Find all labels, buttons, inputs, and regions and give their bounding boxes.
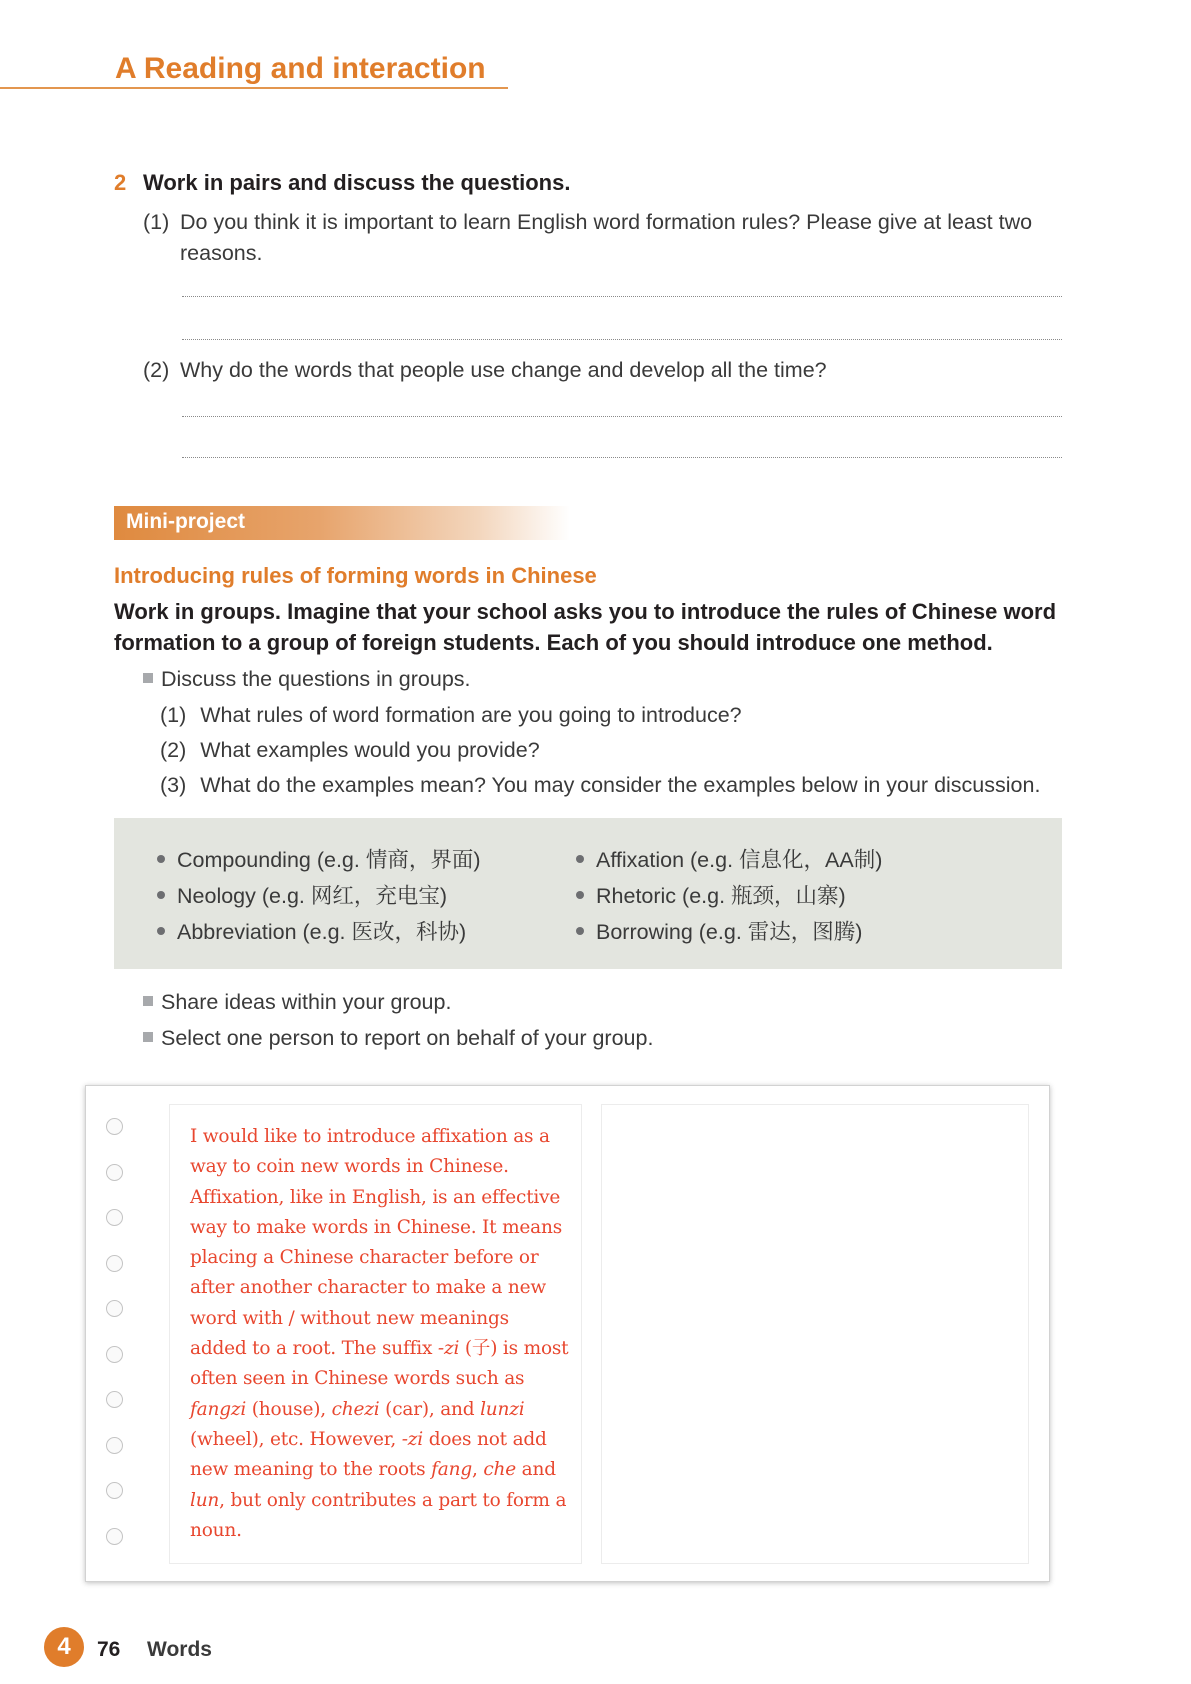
question-num: (1) (160, 703, 187, 727)
discussion-question (160, 738, 540, 763)
square-bullet-icon (143, 996, 153, 1006)
sub-question-number: (2) (143, 358, 170, 382)
sub-question-number: (1) (143, 210, 170, 234)
mini-project-subtitle: Introducing rules of forming words in Chinese (114, 563, 597, 588)
question-text: What rules of word formation are you going to introduce? (200, 703, 742, 727)
task-text: Select one person to report on behalf of your group. (161, 1026, 654, 1050)
sample-answer-text: I would like to introduce affixation as a way to coin new words in Chinese. Affixation, like in English, is an effective way to make words in Chinese. It means placing a Chinese character before or after another character to make a new word with / without new meanings added to a root. The suffix -zi (子) is most often seen in Chinese words such as fangzi (house), chezi (car), and lunzi (wheel), etc. However, -zi does not add new meaning to the roots fang, che and lun, but only contributes a part to form a noun. (190, 1126, 569, 1541)
example-text: Rhetoric (e.g. 瓶颈，山寨) (596, 884, 846, 908)
chapter-badge: 4 (44, 1627, 84, 1667)
binder-ring-icon (106, 1164, 123, 1181)
bullet-dot-icon (576, 855, 584, 863)
example-item (576, 915, 862, 946)
bullet-dot-icon (157, 927, 165, 935)
question-title: Work in pairs and discuss the questions. (143, 170, 571, 195)
example-text: Compounding (e.g. 情商，界面) (177, 848, 481, 872)
task-bullet (143, 667, 471, 692)
example-item (576, 843, 882, 874)
sub-question-text: Do you think it is important to learn English word formation rules? Please give at least two reasons. (180, 210, 1033, 265)
question-num: (3) (160, 773, 187, 797)
binder-ring-icon (106, 1482, 123, 1499)
square-bullet-icon (143, 673, 153, 683)
section-title: A Reading and interaction (115, 52, 486, 85)
binder-ring-icon (106, 1437, 123, 1454)
binder-ring-icon (106, 1391, 123, 1408)
task-bullet (143, 990, 451, 1015)
task-text: Discuss the questions in groups. (161, 667, 471, 691)
unit-name: Words (147, 1638, 212, 1661)
example-item (157, 879, 447, 910)
example-text: Affixation (e.g. 信息化，AA制) (596, 848, 883, 872)
example-item (576, 879, 846, 910)
notebook-right-page[interactable] (601, 1104, 1029, 1564)
answer-line (182, 416, 1062, 417)
binder-ring-icon (106, 1118, 123, 1135)
mini-project-instruction: Work in groups. Imagine that your school asks you to introduce the rules of Chinese word formation to a group of foreign students. Each of you should introduce one method. (114, 599, 1057, 655)
task-bullet (143, 1026, 653, 1051)
sub-question-text: Why do the words that people use change and develop all the time? (180, 358, 827, 382)
binder-ring-icon (106, 1209, 123, 1226)
bullet-dot-icon (157, 855, 165, 863)
header-rule (0, 87, 508, 89)
answer-line (182, 457, 1062, 458)
answer-line (182, 339, 1062, 340)
page-number: 76 (97, 1638, 121, 1661)
example-text: Abbreviation (e.g. 医改，科协) (177, 920, 467, 944)
question-num: (2) (160, 738, 187, 762)
task-text: Share ideas within your group. (161, 990, 452, 1014)
square-bullet-icon (143, 1032, 153, 1042)
mini-project-label: Mini-project (126, 510, 245, 533)
binder-ring-icon (106, 1255, 123, 1272)
question-text: What do the examples mean? You may consider the examples below in your discussion. (200, 773, 1041, 797)
example-item (157, 915, 466, 946)
bullet-dot-icon (576, 927, 584, 935)
question-number: 2 (114, 170, 127, 195)
example-text: Borrowing (e.g. 雷达，图腾) (596, 920, 863, 944)
binder-ring-icon (106, 1528, 123, 1545)
binder-ring-icon (106, 1300, 123, 1317)
example-item (157, 843, 481, 874)
discussion-question (160, 703, 742, 728)
question-text: What examples would you provide? (200, 738, 540, 762)
example-text: Neology (e.g. 网红，充电宝) (177, 884, 448, 908)
bullet-dot-icon (157, 891, 165, 899)
discussion-question (160, 773, 1040, 798)
bullet-dot-icon (576, 891, 584, 899)
binder-ring-icon (106, 1346, 123, 1363)
answer-line (182, 296, 1062, 297)
